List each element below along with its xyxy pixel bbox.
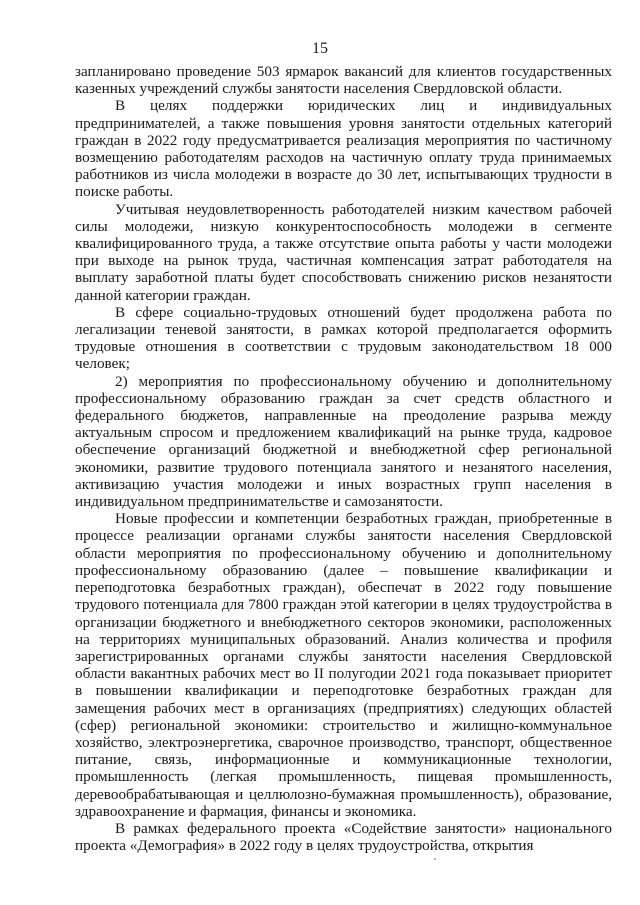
document-body [75, 63, 612, 854]
paragraph-federal-project: В рамках федерального проекта «Содействие занятости» национального проекта «Демография» в 2022 году в целях трудоустройства, открытия [75, 819, 612, 855]
scan-artifact [434, 858, 436, 860]
paragraph-employer-support: В целях поддержки юридических лиц и индивидуальных предпринимателей, а также повышения уровня занятости отдельных категорий граждан в 2022 году предусматривается реализация мероприятия по частичному возмещению работодателям расходов на частичную оплату труда принимаемых работников из числа молодежи в возрасте до 30 лет, испытывающих трудности в поиске работы. [75, 97, 612, 201]
paragraph-vocational-training: 2) мероприятия по профессиональному обучению и дополнительному профессиональному образованию граждан за счет средств областного и федерального бюджетов, направленные на преодоление разрыва между актуальным спросом и предложением квалификаций на рынке труда, кадровое обеспечение организаций бюджетной и внебюджетной сфер региональной экономики, развитие трудового потенциала занятого и незанятого населения, активизацию участия молодежи и иных возрастных групп населения в индивидуальном предпринимательстве и самозанятости. [75, 372, 612, 511]
paragraph-shadow-employment: В сфере социально-трудовых отношений будет продолжена работа по легализации теневой занятости, в рамках которой предполагается оформить трудовые отношения в соответствии с трудовым законодательством 18 000 человек; [75, 303, 612, 373]
paragraph-new-professions: Новые профессии и компетенции безработных граждан, приобретенные в процессе реализации органами службы занятости населения Свердловской области мероприятия по профессиональному обучению и дополнительному профессиональному образованию (далее – повышение квалификации и переподготовка безработных граждан), обеспечат в 2022 году повышение трудового потенциала для 7800 граждан этой категории в целях трудоустройства в организации бюджетного и внебюджетного секторов экономики, расположенных на территориях муниципальных образований. Анализ количества и профиля зарегистрированных органами службы занятости населения Свердловской области вакантных рабочих мест во II полугодии 2021 года показывает приоритет в повышении квалификации и переподготовке безработных граждан для замещения рабочих мест в организациях (предприятиях) следующих областей (сфер) региональной экономики: строительство и жилищно-коммунальное хозяйство, электроэнергетика, сварочное производство, транспорт, общественное питание, связь, информационные и коммуникационные технологии, промышленность (легкая промышленность, пищевая промышленность, деревообрабатывающая и целлюлозно-бумажная промышленность), образование, здравоохранение и фармация, финансы и экономика. [75, 510, 612, 820]
paragraph-continuation: запланировано проведение 503 ярмарок вакансий для клиентов государственных казенных учреждений службы занятости населения Свердловской области. [75, 63, 612, 98]
paragraph-youth-compensation: Учитывая неудовлетворенность работодателей низким качеством рабочей силы молодежи, низкую конкурентоспособность молодежи в сегменте квалифицированного труда, а также отсутствие опыта работы у части молодежи при выходе на рынок труда, частичная компенсация затрат работодателя на выплату заработной платы будет способствовать снижению рисков незанятости данной категории граждан. [75, 200, 612, 304]
page-number: 15 [312, 40, 328, 57]
